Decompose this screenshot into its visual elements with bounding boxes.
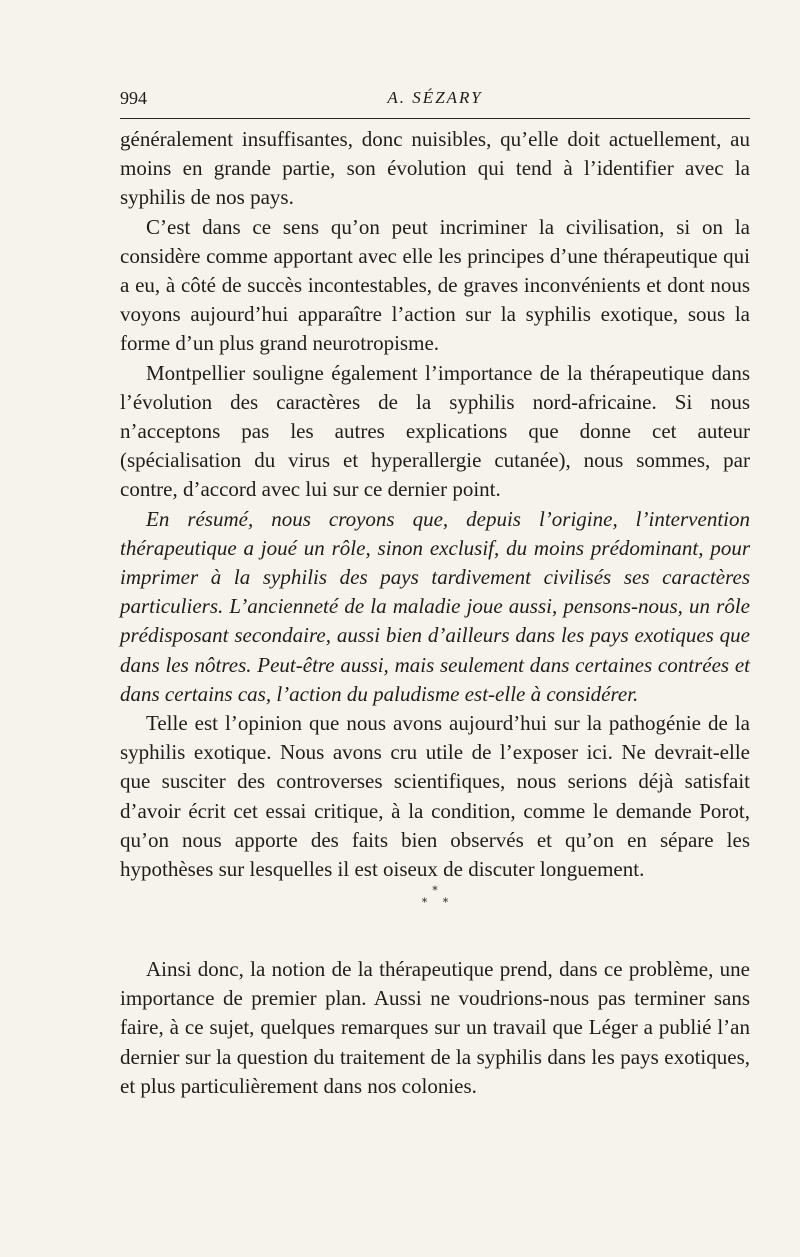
closing-text (120, 955, 750, 1101)
paragraph-closing: Ainsi donc, la notion de la thérapeutique prend, dans ce problème, une importance de premier plan. Aussi ne voudrions-nous pas terminer sans faire, à ce sujet, quelques remarques sur un travail que Léger a publié l’an dernier sur la question du traitement de la syphilis dans les pays exotiques, et plus particulièrement dans nos colonies. (120, 957, 750, 1098)
asterism-top: * (432, 884, 438, 897)
paragraph-opinion: Telle est l’opinion que nous avons aujourd’hui sur la pathogénie de la syphilis exotique. Nous avons cru utile de l’exposer ici. Ne devrait-elle que susciter des controverses scientifiques, nous serions déjà satisfait d’avoir écrit cet essai critique, à la condition, comme le demande Porot, qu’on nous apporte des faits bien observés et qu’on en sépare les hypothèses sur lesquelles il est oiseux de discuter longuement. (120, 711, 750, 882)
paragraph-continuation: généralement insuffisantes, donc nuisibles, qu’elle doit actuellement, au moins en grande partie, son évolution qui tend à l’identifier avec la syphilis de nos pays. (120, 127, 750, 210)
header-rule (120, 118, 750, 119)
running-head: A. SÉZARY (387, 88, 483, 107)
paragraph-summary: En résumé, nous croyons que, depuis l’origine, l’intervention thérapeutique a joué un rôle, sinon exclusif, du moins prédominant, pour imprimer à la syphilis des pays tardivement civilisés ses caractères particuliers. L’ancienneté de la maladie joue aussi, pensons-nous, un rôle prédisposant secondaire, aussi bien d’ailleurs dans les pays exotiques que dans les nôtres. Peut-être aussi, mais seulement dans certaines contrées et dans certains cas, l’action du paludisme est-elle à considérer. (120, 506, 750, 706)
page-header (120, 88, 750, 114)
paragraph-civilisation: C’est dans ce sens qu’on peut incriminer la civilisation, si on la considère comme apportant avec elle les principes d’une thérapeutique qui a eu, à côté de succès incontestables, de graves inconvénients et dont nous voyons aujourd’hui apparaître l’action sur la syphilis exotique, sous la forme d’un plus grand neurotropisme. (120, 214, 750, 356)
section-break-asterism (120, 885, 750, 909)
asterism-bottom: * * (421, 896, 455, 909)
page-number: 994 (120, 88, 147, 108)
main-text (120, 125, 750, 884)
paragraph-montpellier: Montpellier souligne également l’importance de la thérapeutique dans l’évolution des caractères de la syphilis nord-africaine. Si nous n’acceptons pas les autres explications que donne cet auteur (spécialisation du virus et hyperallergie cutanée), nous sommes, par contre, d’accord avec lui sur ce dernier point. (120, 360, 750, 502)
